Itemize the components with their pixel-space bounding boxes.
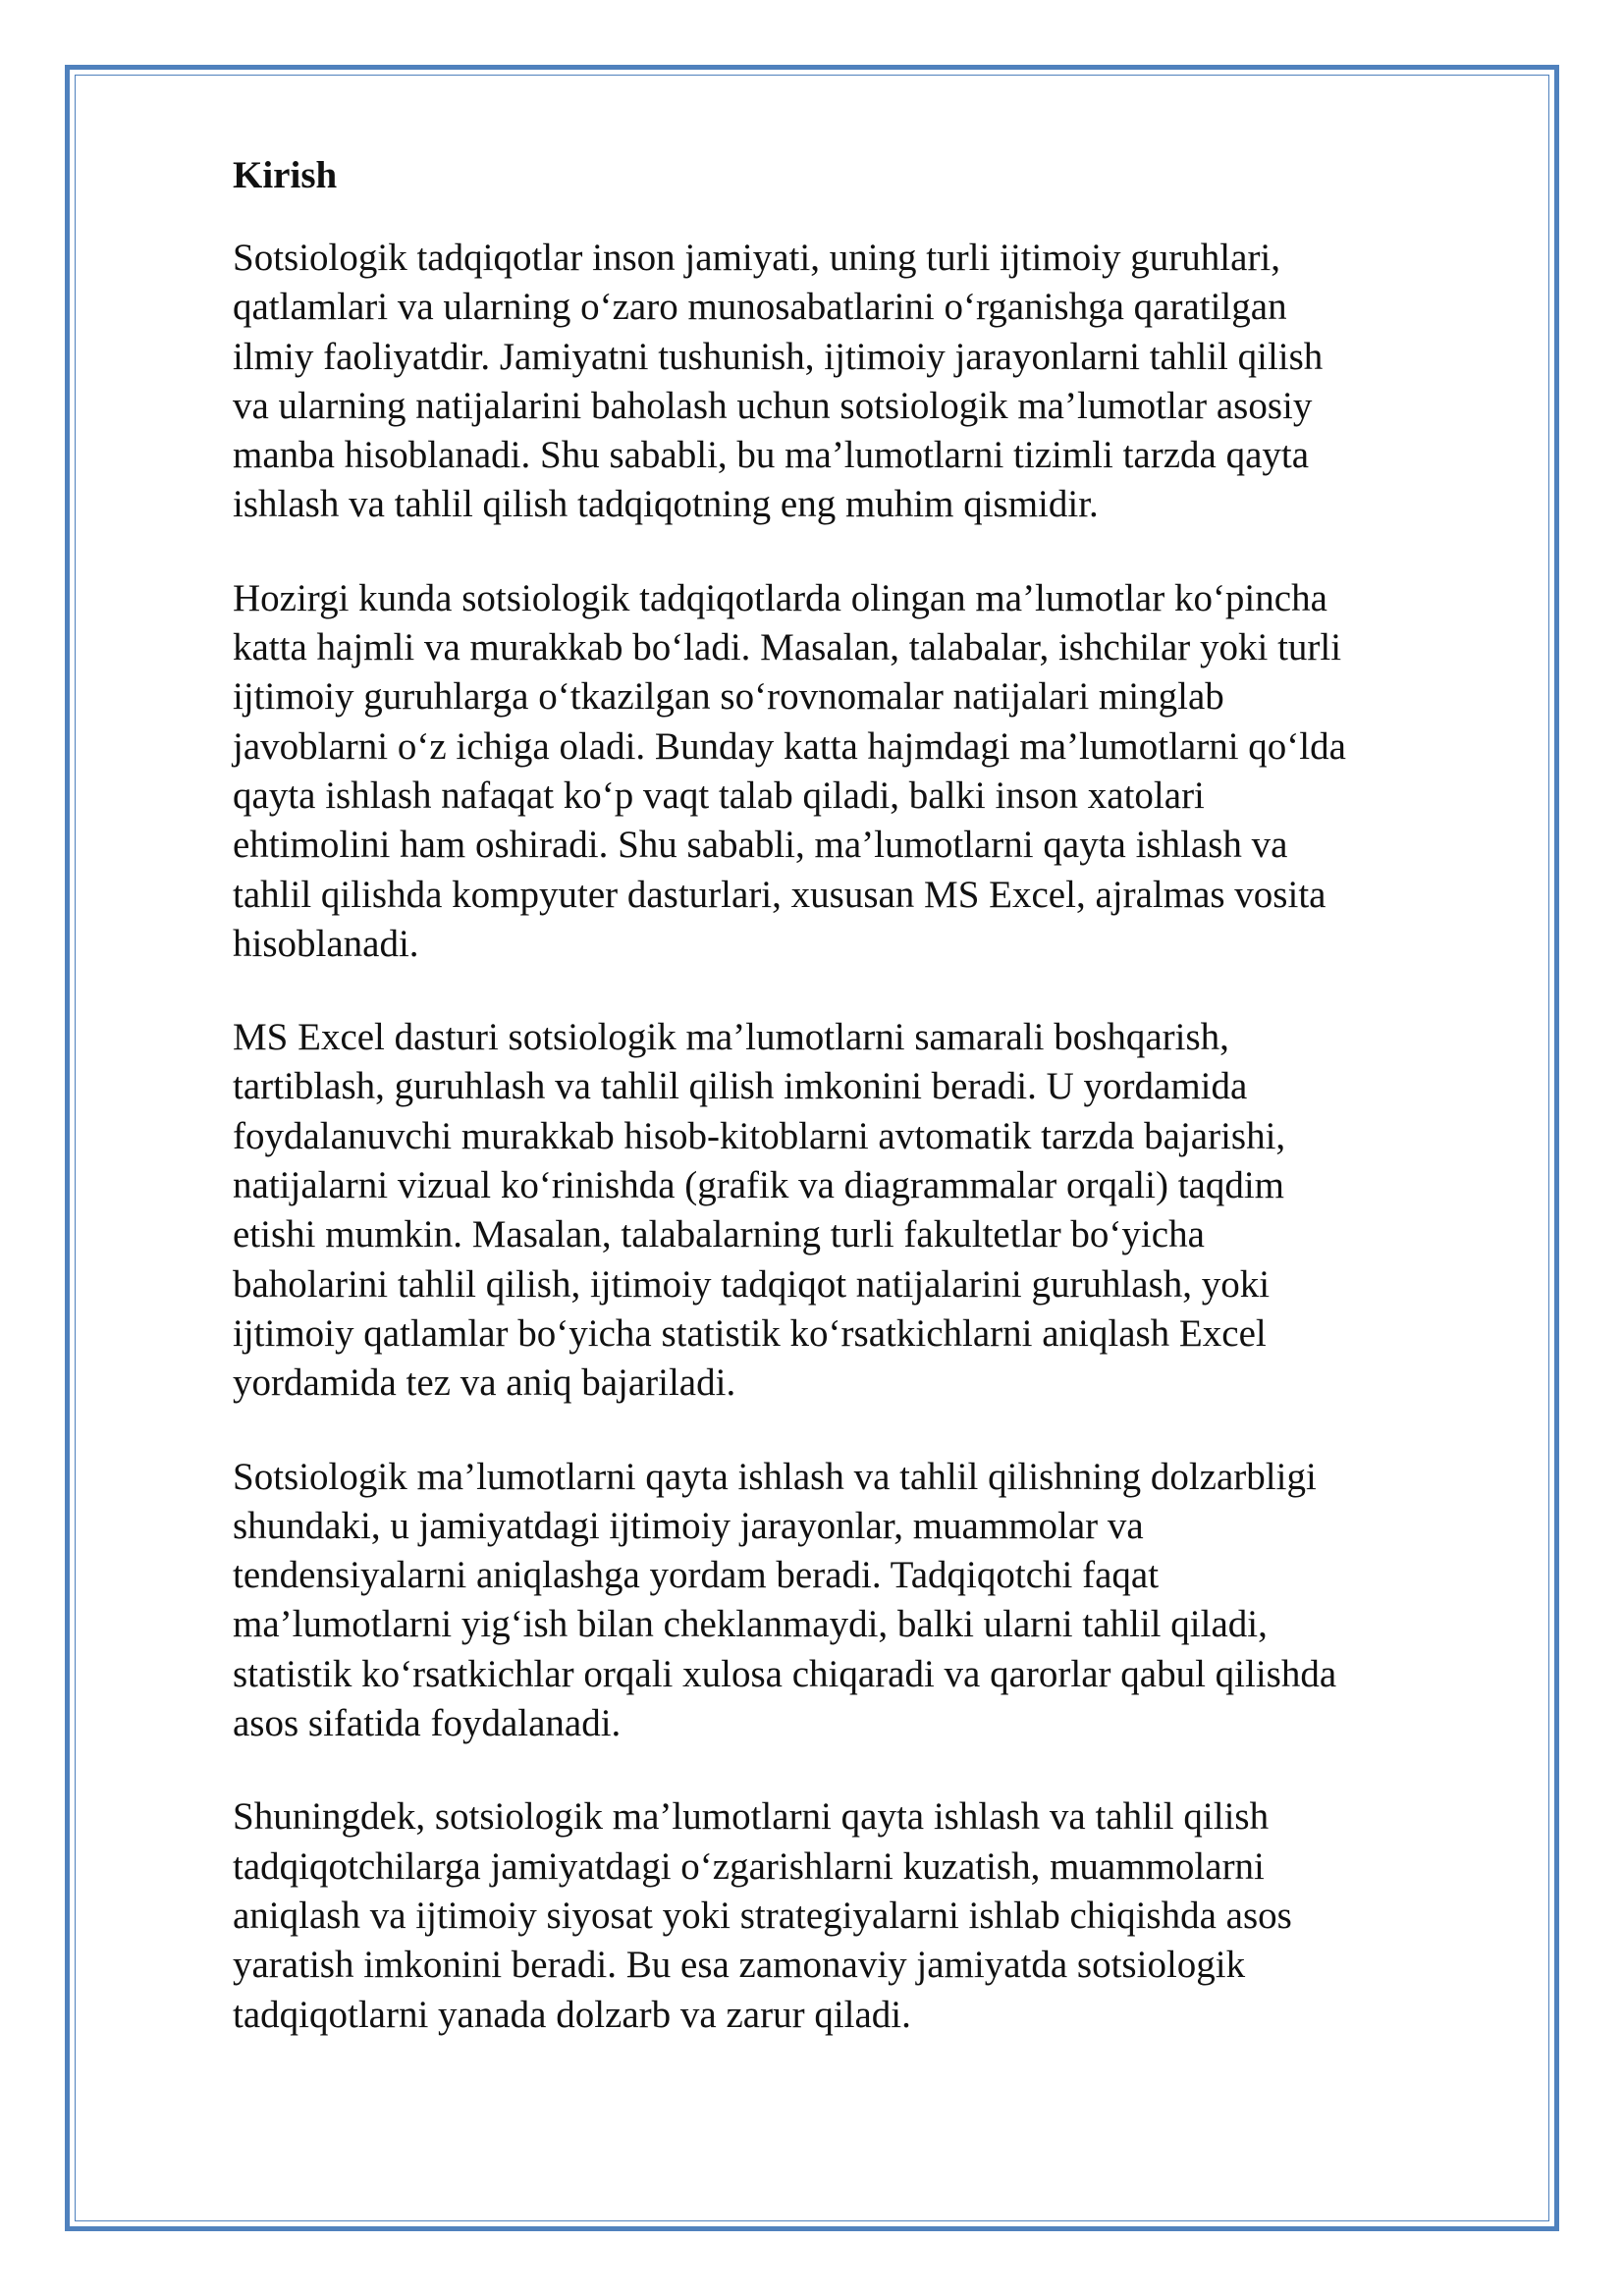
text-line: Sotsiologik tadqiqotlar inson jamiyati, uning turli ijtimoiy guruhlari, — [233, 237, 1281, 279]
text-line: MS Excel dasturi sotsiologik ma’lumotlarni samarali boshqarish, — [233, 1016, 1229, 1059]
text-line: ilmiy faoliyatdir. Jamiyatni tushunish, ijtimoiy jarayonlarni tahlil qilish — [233, 335, 1324, 378]
text-line: baholarini tahlil qilish, ijtimoiy tadqiqot natijalarini guruhlash, yoki — [233, 1262, 1271, 1306]
text-line: aniqlash va ijtimoiy siyosat yoki strategiyalarni ishlab chiqishda asos — [233, 1894, 1292, 1937]
text-line: statistik ko‘rsatkichlar orqali xulosa chiqaradi va qarorlar qabul qilishda — [233, 1652, 1337, 1695]
text-line: tahlil qilishda kompyuter dasturlari, xususan MS Excel, ajralmas vosita — [233, 873, 1326, 916]
text-line: tartiblash, guruhlash va tahlil qilish imkonini beradi. U yordamida — [233, 1065, 1248, 1108]
paragraph-1 — [233, 234, 1509, 530]
text-line: Shuningdek, sotsiologik ma’lumotlarni qayta ishlash va tahlil qilish — [233, 1795, 1270, 1839]
paragraph-3 — [233, 1013, 1509, 1408]
text-line: manba hisoblanadi. Shu sababli, bu ma’lumotlarni tizimli tarzda qayta — [233, 434, 1310, 477]
text-line: yordamida tez va aniq bajariladi. — [233, 1362, 736, 1405]
text-line: shundaki, u jamiyatdagi ijtimoiy jarayonlar, muammolar va — [233, 1504, 1144, 1547]
text-line: tendensiyalarni aniqlashga yordam beradi. Tadqiqotchi faqat — [233, 1554, 1160, 1597]
text-line: natijalarni vizual ko‘rinishda (grafik va diagrammalar orqali) taqdim — [233, 1164, 1285, 1207]
text-line: tadqiqotlarni yanada dolzarb va zarur qiladi. — [233, 1993, 911, 2036]
paragraph-2 — [233, 574, 1509, 969]
text-line: ijtimoiy guruhlarga o‘tkazilgan so‘rovnomalar natijalari minglab — [233, 675, 1224, 719]
text-line: foydalanuvchi murakkab hisob-kitoblarni avtomatik tarzda bajarishi, — [233, 1114, 1286, 1157]
text-line: Sotsiologik ma’lumotlarni qayta ishlash va tahlil qilishning dolzarbligi — [233, 1455, 1317, 1498]
text-line: qayta ishlash nafaqat ko‘p vaqt talab qiladi, balki inson xatolari — [233, 774, 1205, 817]
text-line: ijtimoiy qatlamlar bo‘yicha statistik ko‘rsatkichlarni aniqlash Excel — [233, 1311, 1267, 1355]
text-line: ishlash va tahlil qilish tadqiqotning eng muhim qismidir. — [233, 483, 1099, 526]
paragraph-4 — [233, 1453, 1509, 1749]
text-line: va ularning natijalarini baholash uchun sotsiologik ma’lumotlar asosiy — [233, 384, 1313, 427]
text-line: qatlamlari va ularning o‘zaro munosabatlarini o‘rganishga qaratilgan — [233, 286, 1287, 329]
text-line: hisoblanadi. — [233, 922, 419, 965]
text-line: tadqiqotchilarga jamiyatdagi o‘zgarishlarni kuzatish, muammolarni — [233, 1844, 1265, 1888]
paragraph-5 — [233, 1792, 1509, 2039]
text-line: yaratish imkonini beradi. Bu esa zamonaviy jamiyatda sotsiologik — [233, 1944, 1246, 1987]
text-line: etishi mumkin. Masalan, talabalarning turli fakultetlar bo‘yicha — [233, 1213, 1205, 1256]
text-line: katta hajmli va murakkab bo‘ladi. Masalan, talabalar, ishchilar yoki turli — [233, 626, 1342, 669]
document-body — [233, 151, 1509, 2084]
text-line: Hozirgi kunda sotsiologik tadqiqotlarda olingan ma’lumotlar ko‘pincha — [233, 576, 1327, 619]
text-line: ehtimolini ham oshiradi. Shu sababli, ma’lumotlarni qayta ishlash va — [233, 824, 1288, 867]
text-line: javoblarni o‘z ichiga oladi. Bunday katta hajmdagi ma’lumotlarni qo‘lda — [233, 724, 1346, 768]
text-line: asos sifatida foydalanadi. — [233, 1702, 622, 1745]
text-line: ma’lumotlarni yig‘ish bilan cheklanmaydi, balki ularni tahlil qiladi, — [233, 1603, 1268, 1646]
section-title: Kirish — [233, 154, 338, 196]
